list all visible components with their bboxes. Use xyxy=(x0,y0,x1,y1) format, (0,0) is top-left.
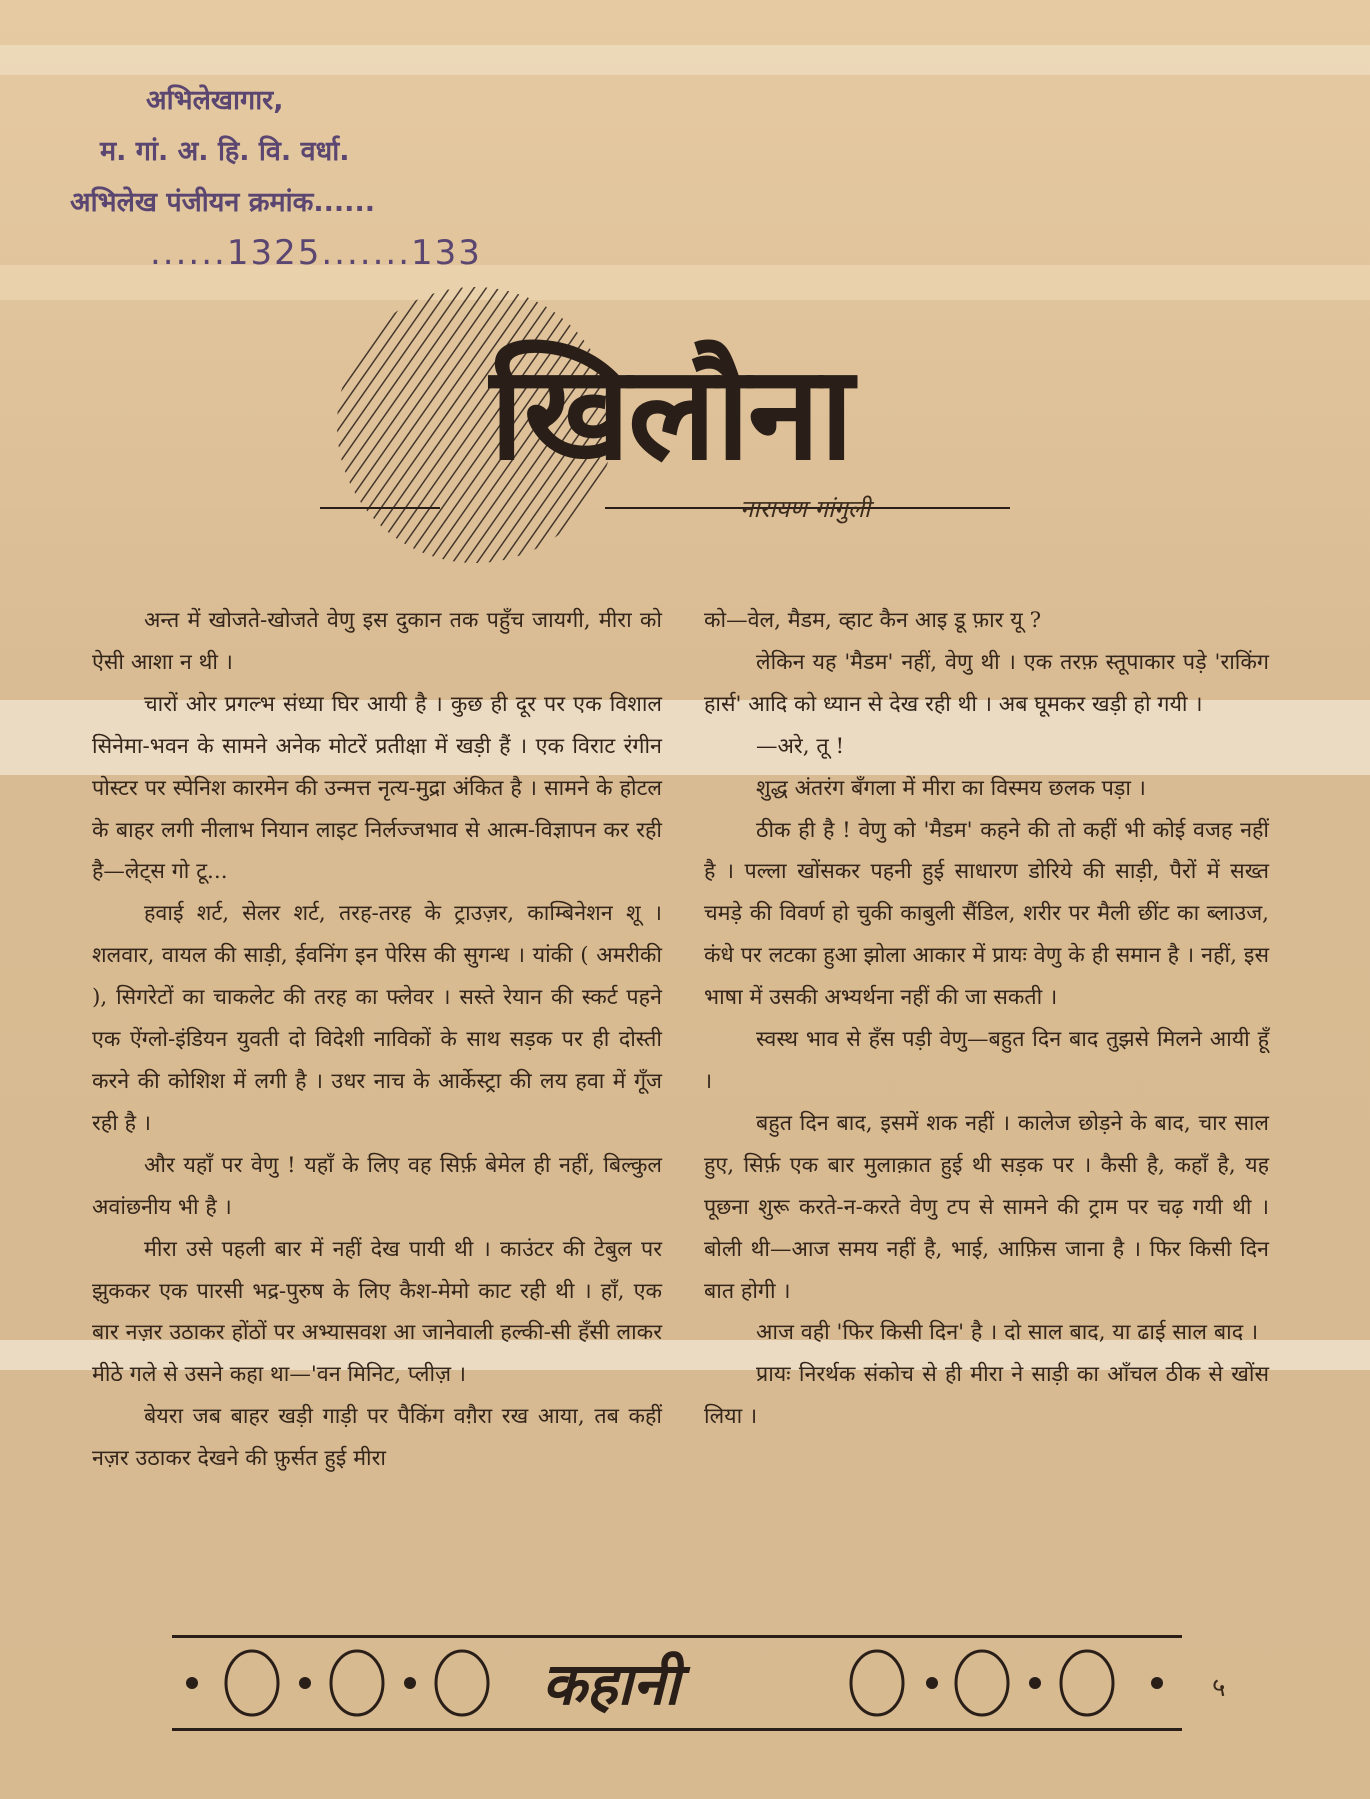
paragraph: बेयरा जब बाहर खड़ी गाड़ी पर पैकिंग वग़ैरा रख आया, तब कहीं नज़र उठाकर देखने की फ़ुर्सत हुई मीरा xyxy=(92,1404,662,1472)
paragraph: और यहाँ पर वेणु ! यहाँ के लिए वह सिर्फ़ बेमेल ही नहीं, बिल्कुल अवांछनीय भी है । xyxy=(92,1152,662,1220)
paragraph: अन्त में खोजते-खोजते वेणु इस दुकान तक पहुँच जायगी, मीरा को ऐसी आशा न थी । xyxy=(92,608,662,675)
footer-ornament xyxy=(172,1635,1182,1731)
paragraph: ठीक ही है ! वेणु को 'मैडम' कहने की तो कहीं भी कोई वजह नहीं है । पल्ला खोंसकर पहनी हुई साधारण डोरिये की साड़ी, पैरों में सख्त चमड़े की विवर्ण हो चुकी काबुली सैंडिल, शरीर पर मैली छींट का ब्लाउज, कंधे पर लटका हुआ झोला आकार में प्रायः वेणु के ही समान है । नहीं, इस भाषा में उसकी अभ्यर्थना नहीं की जा सकती । xyxy=(704,817,1269,1011)
scan-band xyxy=(0,45,1370,75)
stamp-line: अभिलेखागार, xyxy=(146,85,284,116)
paragraph: को—वेल, मैडम, व्हाट कैन आइ डू फ़ार यू ? xyxy=(704,608,1042,633)
paragraph: लेकिन यह 'मैडम' नहीं, वेणु थी । एक तरफ़ स्तूपाकार पड़े 'राकिंग हार्स' आदि को ध्यान से देख रही थी । अब घूमकर खड़ी हो गयी । xyxy=(704,649,1269,717)
paragraph: चारों ओर प्रगल्भ संध्या घिर आयी है । कुछ ही दूर पर एक विशाल सिनेमा-भवन के सामने अनेक मोटरें प्रतीक्षा में खड़ी हैं । एक विराट रंगीन पोस्टर पर स्पेनिश कारमेन की उन्मत्त नृत्य-मुद्रा अंकित है । सामने के होटल के बाहर लगी नीलाभ नियान लाइट निर्लज्जभाव से आत्म-विज्ञापन कर रही है—लेट्स गो टू... xyxy=(92,691,662,885)
magazine-name: कहानी xyxy=(542,1650,680,1718)
paragraph: प्रायः निरर्थक संकोच से ही मीरा ने साड़ी का आँचल ठीक से खोंस लिया । xyxy=(704,1362,1269,1430)
page-number: ५ xyxy=(1212,1673,1226,1703)
story-header xyxy=(320,280,1040,580)
archive-stamp xyxy=(70,80,482,287)
right-column xyxy=(704,600,1269,1438)
stamp-line: ......1325.......133 xyxy=(150,233,482,273)
paragraph: बहुत दिन बाद, इसमें शक नहीं । कालेज छोड़ने के बाद, चार साल हुए, सिर्फ़ एक बार मुलाक़ात हुई थी सड़क पर । कैसी है, कहाँ है, यह पूछना शुरू करते-न-करते वेणु टप से सामने की ट्राम पर चढ़ गयी थी । बोली थी—आज समय नहीं है, भाई, आफ़िस जाना है । फिर किसी दिन बात होगी । xyxy=(704,1110,1269,1304)
author-name: नारायण गांगुली xyxy=(740,495,871,523)
paragraph: स्वस्थ भाव से हँस पड़ी वेणु—बहुत दिन बाद तुझसे मिलने आयी हूँ । xyxy=(704,1027,1269,1094)
paragraph: मीरा उसे पहली बार में नहीं देख पायी थी । काउंटर की टेबुल पर झुककर एक पारसी भद्र-पुरुष के लिए कैश-मेमो काट रही थी । हाँ, एक बार नज़र उठाकर होंठों पर अभ्यासवश आ जानेवाली हल्की-सी हँसी लाकर मीठे गले से उसने कहा था—'वन मिनिट, प्लीज़ । xyxy=(92,1236,662,1388)
paragraph: आज वही 'फिर किसी दिन' है । दो साल बाद, या ढाई साल बाद । xyxy=(756,1320,1259,1346)
stamp-line: अभिलेख पंजीयन क्रमांक...... xyxy=(70,187,375,218)
left-column xyxy=(92,600,662,1480)
story-title: खिलौना xyxy=(490,336,852,489)
paragraph: शुद्ध अंतरंग बँगला में मीरा का विस्मय छलक पड़ा । xyxy=(756,775,1146,801)
paragraph: हवाई शर्ट, सेलर शर्ट, तरह-तरह के ट्राउज़र, काम्बिनेशन शू । शलवार, वायल की साड़ी, ईवनिंग इन पेरिस की सुगन्ध । यांकी ( अमरीकी ), सिगरेटों का चाकलेट की तरह का फ्लेवर । सस्ते रेयान की स्कर्ट पहने एक ऐंग्लो-इंडियन युवती दो विदेशी नाविकों के साथ सड़क पर ही दोस्ती करने की कोशिश में लगी है । उधर नाच के आर्केस्ट्रा की लय हवा में गूँज रही है । xyxy=(92,901,662,1136)
stamp-line: म. गां. अ. हि. वि. वर्धा. xyxy=(100,136,350,167)
paragraph: —अरे, तू ! xyxy=(756,733,845,759)
